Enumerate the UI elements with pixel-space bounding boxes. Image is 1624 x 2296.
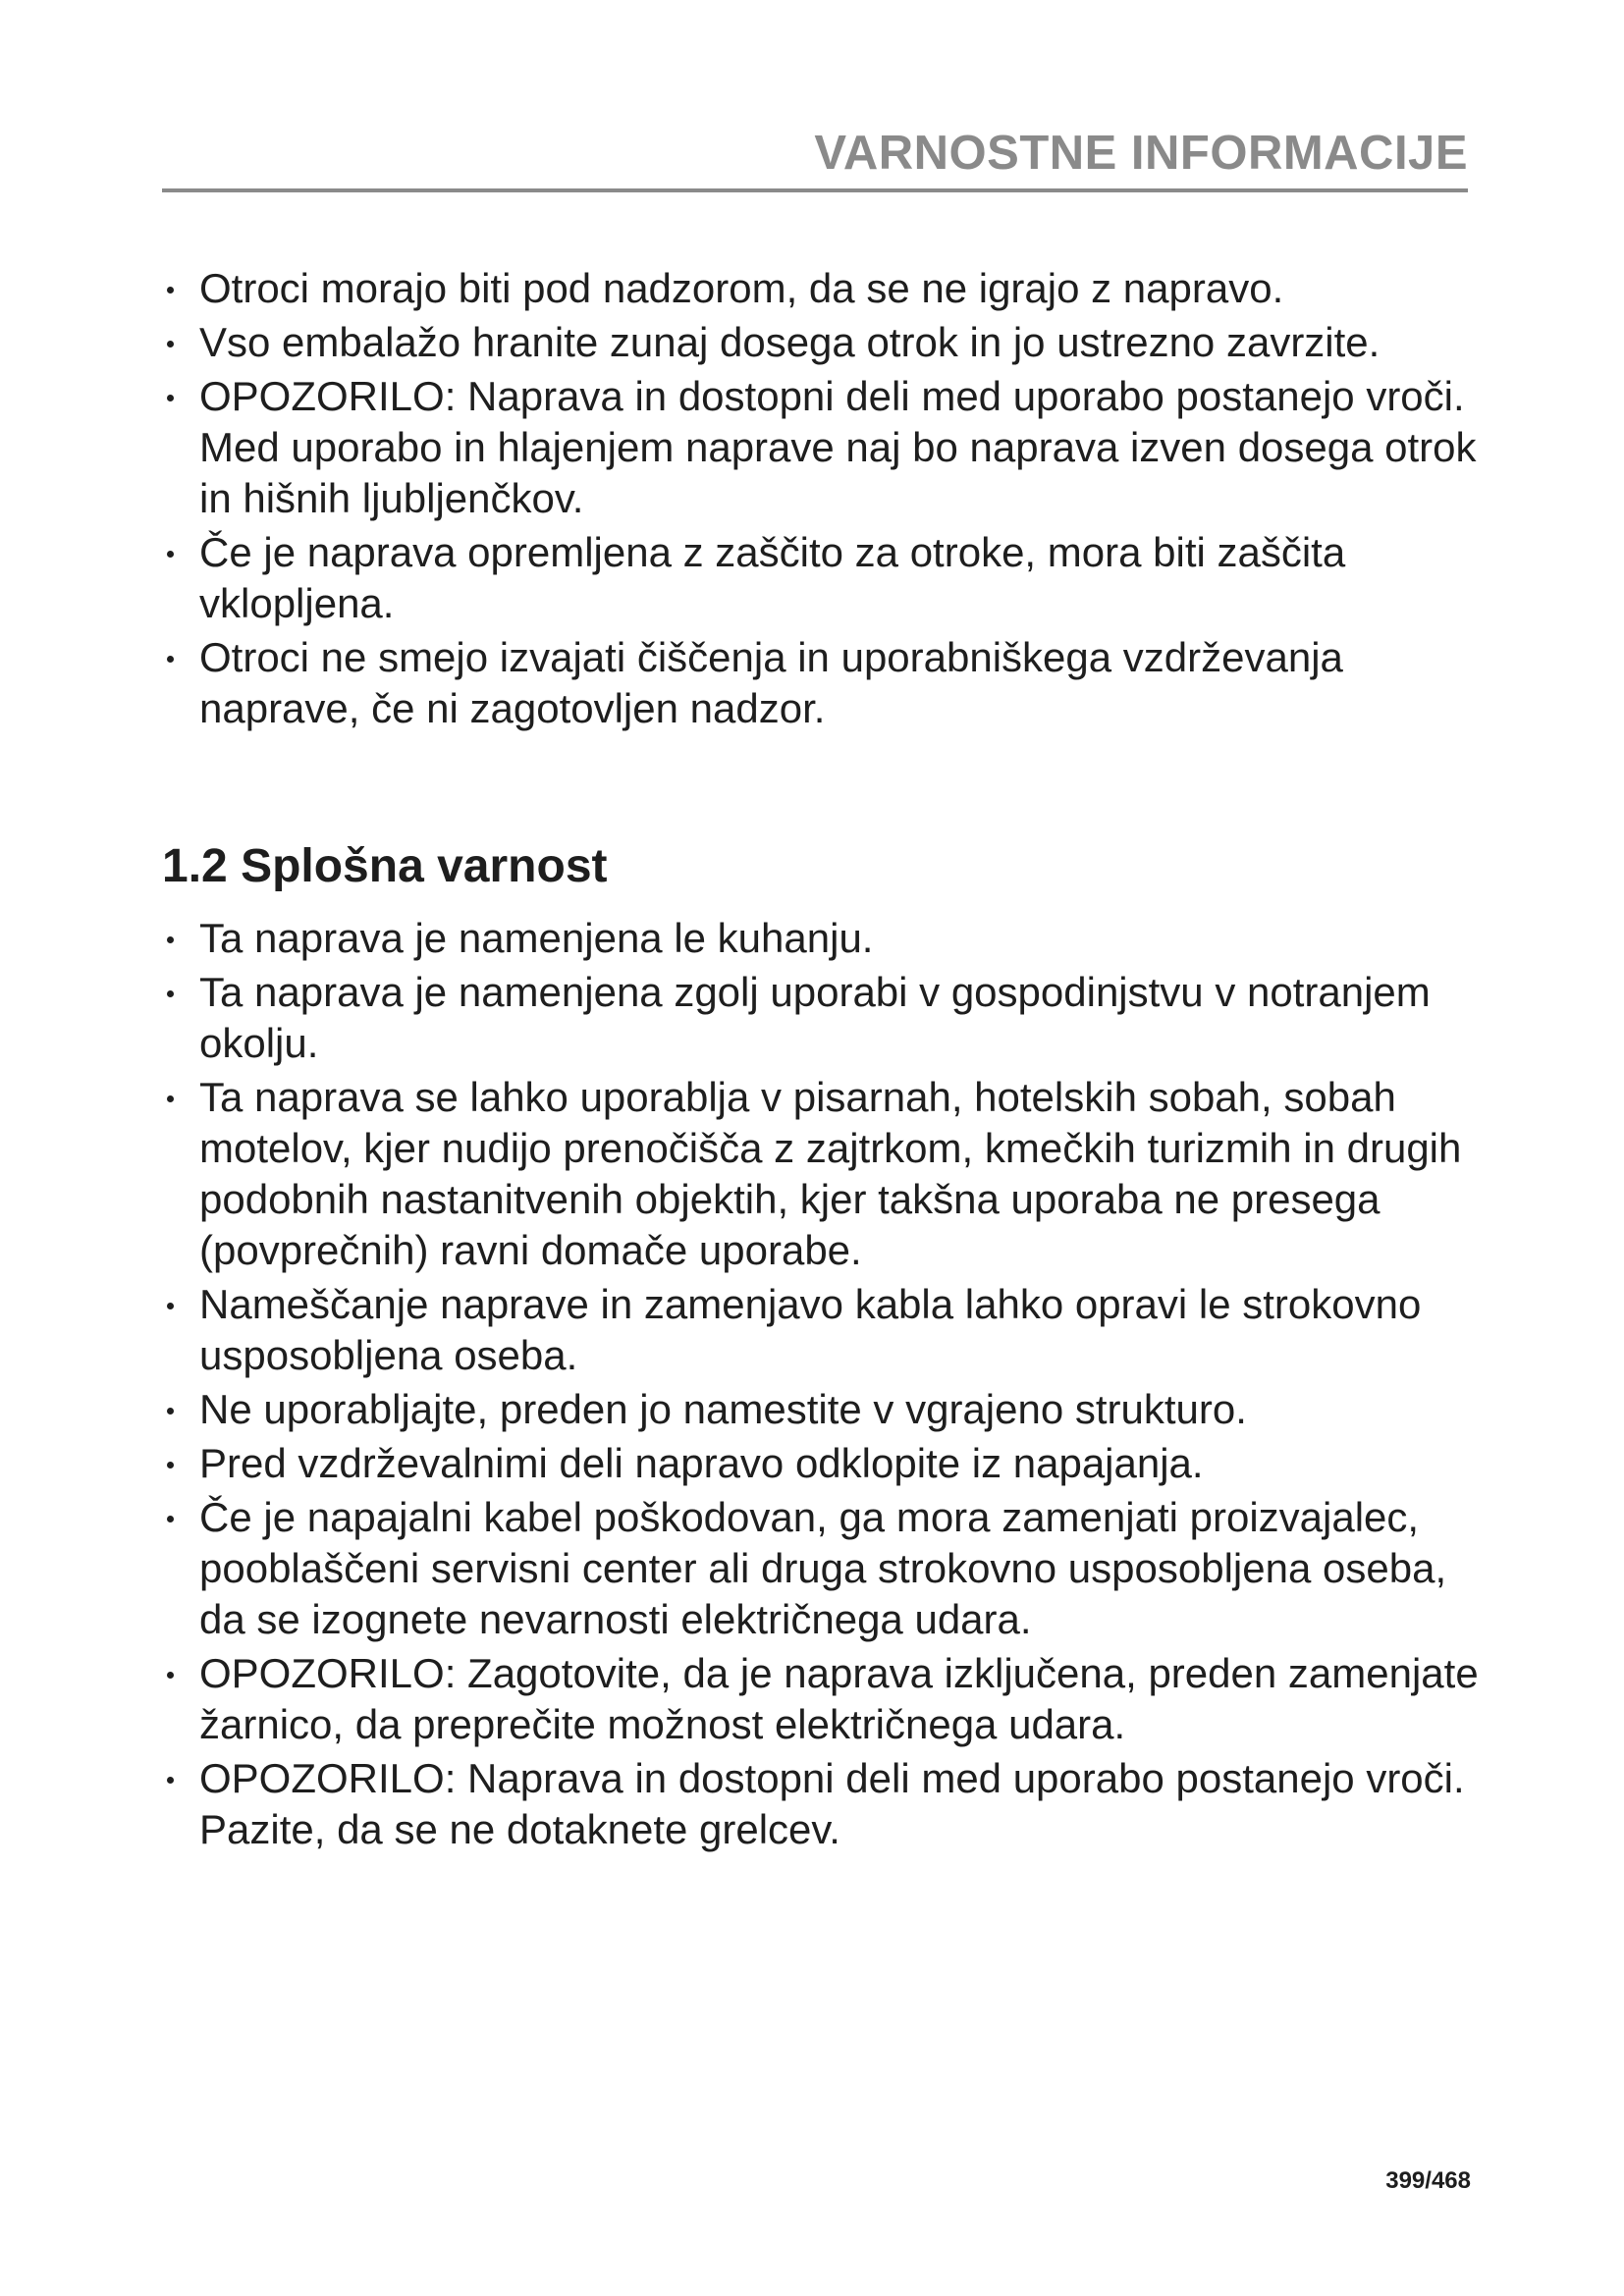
bullet-icon [167,1516,174,1522]
list-item [162,1753,1488,1855]
bullet-icon [167,1303,174,1309]
page-header [162,118,1468,192]
list-item-text: Otroci ne smejo izvajati čiščenja in uporabniškega vzdrževanja naprave, če ni zagotovljen nadzor. [199,634,1343,731]
list-item-text: OPOZORILO: Naprava in dostopni deli med uporabo postanejo vroči. Med uporabo in hlajenjem naprave naj bo naprava izven dosega otrok in hišnih ljubljenčkov. [199,373,1477,521]
bullet-icon [167,341,174,347]
bullet-icon [167,1095,174,1102]
list-item-text: OPOZORILO: Naprava in dostopni deli med uporabo postanejo vroči. Pazite, da se ne dotaknete grelcev. [199,1755,1465,1852]
section-heading: 1.2 Splošna varnost [162,840,608,892]
list-item-text: Nameščanje naprave in zamenjavo kabla lahko opravi le strokovno usposobljena oseba. [199,1281,1422,1378]
header-title: VARNOSTNE INFORMACIJE [814,127,1468,180]
list-item-text: Ta naprava je namenjena le kuhanju. [199,915,874,961]
list-item [162,1279,1488,1381]
bullet-icon [167,395,174,401]
bullet-icon [167,1408,174,1415]
list-item-text: Vso embalažo hranite zunaj dosega otrok in jo ustrezno zavrzite. [199,319,1380,365]
list-item [162,371,1488,524]
list-item [162,527,1488,629]
list-item-text: Če je naprava opremljena z zaščito za otroke, mora biti zaščita vklopljena. [199,529,1346,626]
list-item [162,1492,1488,1645]
list-item [162,263,1488,314]
list-item [162,1438,1488,1489]
general-safety-list [162,913,1488,1858]
list-item-text: Ta naprava je namenjena zgolj uporabi v gospodinjstvu v notranjem okolju. [199,969,1431,1066]
list-item-text: Otroci morajo biti pod nadzorom, da se ne igrajo z napravo. [199,265,1284,311]
list-item [162,913,1488,964]
list-item [162,1072,1488,1276]
list-item-text: Pred vzdrževalnimi deli napravo odklopite iz napajanja. [199,1440,1204,1486]
bullet-icon [167,656,174,663]
list-item-text: Ta naprava se lahko uporablja v pisarnah, hotelskih sobah, sobah motelov, kjer nudijo prenočišča z zajtrkom, kmečkih turizmih in drugih podobnih nastanitvenih objektih, kjer takšna uporaba ne presega (povprečnih) ravni domače uporabe. [199,1074,1462,1273]
bullet-icon [167,1672,174,1679]
bullet-icon [167,1462,174,1468]
list-item [162,317,1488,368]
bullet-icon [167,551,174,558]
bullet-icon [167,287,174,294]
bullet-icon [167,1777,174,1784]
list-item [162,967,1488,1069]
safety-list-children [162,263,1488,737]
list-item-text: Ne uporabljajte, preden jo namestite v vgrajeno strukturo. [199,1386,1247,1432]
bullet-icon [167,990,174,997]
list-item-text: Če je napajalni kabel poškodovan, ga mora zamenjati proizvajalec, pooblaščeni servisni center ali druga strokovno usposobljena oseba, da se izognete nevarnosti električnega udara. [199,1494,1447,1642]
list-item [162,632,1488,734]
list-item [162,1648,1488,1750]
list-item [162,1384,1488,1435]
list-item-text: OPOZORILO: Zagotovite, da je naprava izključena, preden zamenjate žarnico, da preprečite možnost električnega udara. [199,1650,1479,1747]
bullet-icon [167,936,174,943]
page-number: 399/468 [1385,2167,1471,2194]
